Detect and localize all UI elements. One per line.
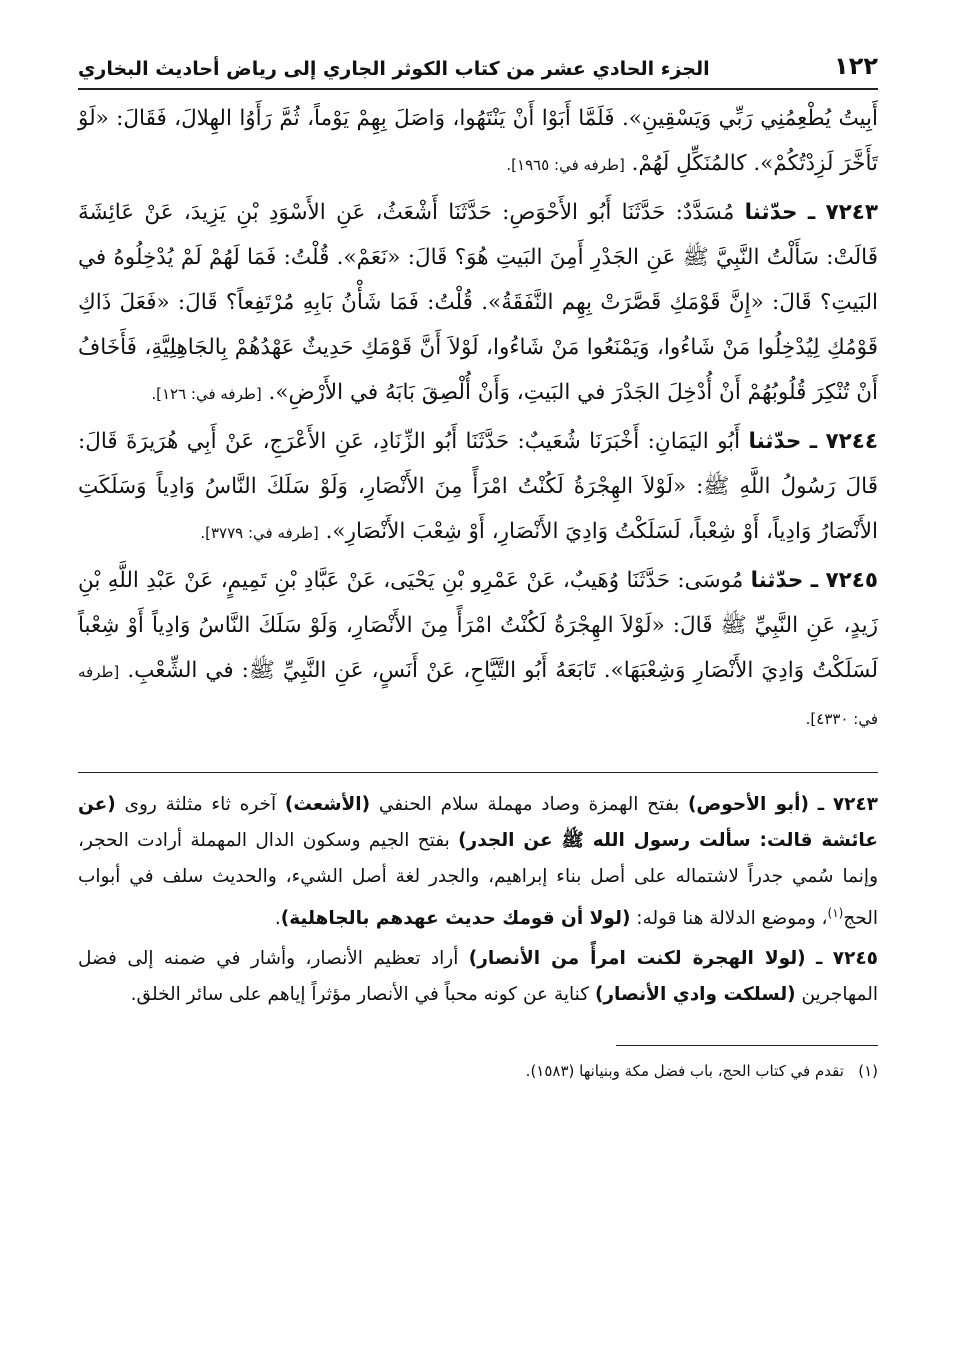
intro-paragraph	[78, 96, 878, 188]
footnote-divider	[616, 1045, 878, 1046]
hadith-number: ٧٢٤٥	[825, 568, 878, 593]
hadith-number: ٧٢٤٤	[825, 429, 879, 454]
section-divider	[78, 772, 878, 773]
intro-reference: [طرفه في: ١٩٦٥].	[506, 156, 625, 174]
hadith-dash: ـ	[809, 429, 818, 454]
commentary-dash: ـ	[816, 948, 823, 970]
intro-text: أَبِيتُ يُطْعِمُنِي رَبِّي وَيَسْقِينِ». فَلَمَّا أَبَوْا أَنْ يَنْتَهُوا، وَاصَلَ بِهِمْ يَوْماً، ثُمَّ رَأَوُا الهِلالَ، فَقَالَ: «لَوْ تَأَخَّرَ لَزِدْتُكُمْ». كالمُنَكِّلِ لَهُمْ.	[78, 106, 878, 176]
footnote-text: تقدم في كتاب الحج، باب فضل مكة وبنيانها (١٥٨٣).	[525, 1062, 844, 1081]
hadith-dash: ـ	[810, 568, 819, 593]
running-title: الجزء الحادي عشر من كتاب الكوثر الجاري إلى رياض أحاديث البخاري	[78, 58, 710, 80]
commentary-text: ، وموضع الدلالة هنا قوله:	[630, 908, 828, 930]
commentary-7245	[78, 941, 878, 1013]
commentary-quote: (عن عائشة قالت: سألت رسول الله ﷺ عن الجدر)	[78, 794, 878, 851]
footnote-number: (١)	[858, 1062, 878, 1081]
hadith-reference: [طرفه في: ٤٣٣٠].	[78, 663, 878, 728]
hadith-number: ٧٢٤٣	[825, 200, 878, 225]
haddathana-label: حدّثنا	[744, 200, 798, 225]
hadith-body: أَبُو اليَمَانِ: أَخْبَرَنَا شُعَيبٌ: حَدَّثَنَا أَبُو الزِّنَادِ، عَنِ الأَعْرَجِ، عَنْ أَبِي هُرَيرَةَ قَالَ: قَالَ رَسُولُ اللَّهِ ﷺ: «لَوْلاَ الهِجْرَةُ لَكُنْتُ امْرَأً مِنَ الأَنْصَارِ، وَلَوْ سَلَكَ النَّاسُ وَادِياً وَسَلَكَتِ الأَنْصَارُ وَادِياً، أَوْ شِعْباً، لَسَلَكْتُ وَادِيَ الأَنْصَارِ، أَوْ شِعْبَ الأَنْصَارِ».	[78, 429, 878, 544]
haddathana-label: حدّثنا	[748, 429, 802, 454]
hadith-dash: ـ	[807, 200, 816, 225]
commentary-quote: (أبو الأحوص)	[687, 794, 809, 815]
commentary-text: .	[274, 908, 281, 930]
commentary-quote: (لسلكت وادي الأنصار)	[594, 984, 796, 1006]
hadith-7243	[78, 190, 878, 417]
footnote-marker[interactable]: (١)	[827, 906, 844, 920]
commentary-quote: (الأشعث)	[284, 794, 371, 815]
hadith-7245	[78, 558, 878, 742]
book-page	[78, 52, 879, 1086]
haddathana-label: حدّثنا	[750, 568, 804, 593]
commentary-text: أراد تعظيم الأنصار، وأشار في ضمنه إلى فضل المهاجرين	[78, 948, 878, 1006]
commentary-7243	[78, 787, 878, 937]
commentary-quote: (لولا الهجرة لكنت امرأً من الأنصار)	[468, 948, 806, 970]
commentary-section	[78, 787, 878, 1013]
commentary-number: ٧٢٤٣	[832, 794, 878, 815]
commentary-text: بفتح الجيم وسكون الدال المهملة أرادت الحجر، وإنما سُمي جدراً لاشتماله على أصل بناء إبراهيم، والجدر لغة أصل الشيء، والحديث سلف في أبواب الحج	[78, 830, 878, 930]
hadith-body: مُسَدَّدٌ: حَدَّثَنَا أَبُو الأَحْوَصِ: حَدَّثَنَا أَشْعَثُ، عَنِ الأَسْوَدِ بْنِ يَزِيدَ، عَنْ عَائِشَةَ قَالَتْ: سَأَلْتُ النَّبِيَّ ﷺ عَنِ الجَدْرِ أَمِنَ البَيتِ هُوَ؟ قَالَ: «نَعَمْ». قُلْتُ: فَمَا لَهُمْ لَمْ يُدْخِلُوهُ في البَيتِ؟ قَالَ: «إِنَّ قَوْمَكِ قَصَّرَتْ بِهِم النَّفَقَةُ». قُلْتُ: فَمَا شَأْنُ بَابِهِ مُرْتَفِعاً؟ قَالَ: «فَعَلَ ذَاكِ قَوْمُكِ لِيُدْخِلُوا مَنْ شَاءُوا، وَيَمْنَعُوا مَنْ شَاءُوا، لَوْلاَ أَنَّ قَوْمَكِ حَدِيثٌ عَهْدُهُمْ بِالجَاهِلِيَّةِ، فَأَخَافُ أَنْ تُنْكِرَ قُلُوبُهُمْ أَنْ أُدْخِلَ الجَدْرَ في البَيتِ، وَأَنْ أُلْصِقَ بَابَهُ في الأَرْضِ».	[78, 200, 878, 405]
commentary-text: كناية عن كونه محباً في الأنصار مؤثراً إياهم على سائر الخلق.	[130, 984, 595, 1006]
commentary-quote: (لولا أن قومك حديث عهدهم بالجاهلية)	[280, 908, 631, 930]
hadith-body: مُوسَى: حَدَّثَنَا وُهَيبٌ، عَنْ عَمْرِو بْنِ يَحْيَى، عَنْ عَبَّادِ بْنِ تَمِيمٍ، عَنْ عَبْدِ اللَّهِ بْنِ زَيدٍ، عَنِ النَّبِيِّ ﷺ قَالَ: «لَوْلاَ الهِجْرَةُ لَكُنْتُ امْرَأً مِنَ الأَنْصَارِ، وَلَوْ سَلَكَ النَّاسُ وَادِياً أَوْ شِعْباً لَسَلَكْتُ وَادِيَ الأَنْصَارِ وَشِعْبَهَا». تَابَعَهُ أَبُو التَّيَّاحِ، عَنْ أَنَسٍ، عَنِ النَّبِيِّ ﷺ: في الشِّعْبِ.	[78, 568, 879, 683]
hadith-reference: [طرفه في: ١٢٦].	[151, 385, 262, 403]
hadith-7244	[78, 419, 878, 556]
hadith-text	[78, 96, 878, 742]
page-header	[78, 52, 878, 90]
commentary-text: آخره ثاء مثلثة روى	[115, 794, 285, 815]
commentary-text: بفتح الهمزة وصاد مهملة سلام الحنفي	[370, 794, 688, 815]
commentary-dash: ـ	[817, 794, 825, 815]
hadith-reference: [طرفه في: ٣٧٧٩].	[200, 524, 319, 542]
page-number: ١٢٢	[834, 52, 878, 80]
commentary-number: ٧٢٤٥	[832, 948, 878, 970]
footnote	[78, 1056, 878, 1086]
